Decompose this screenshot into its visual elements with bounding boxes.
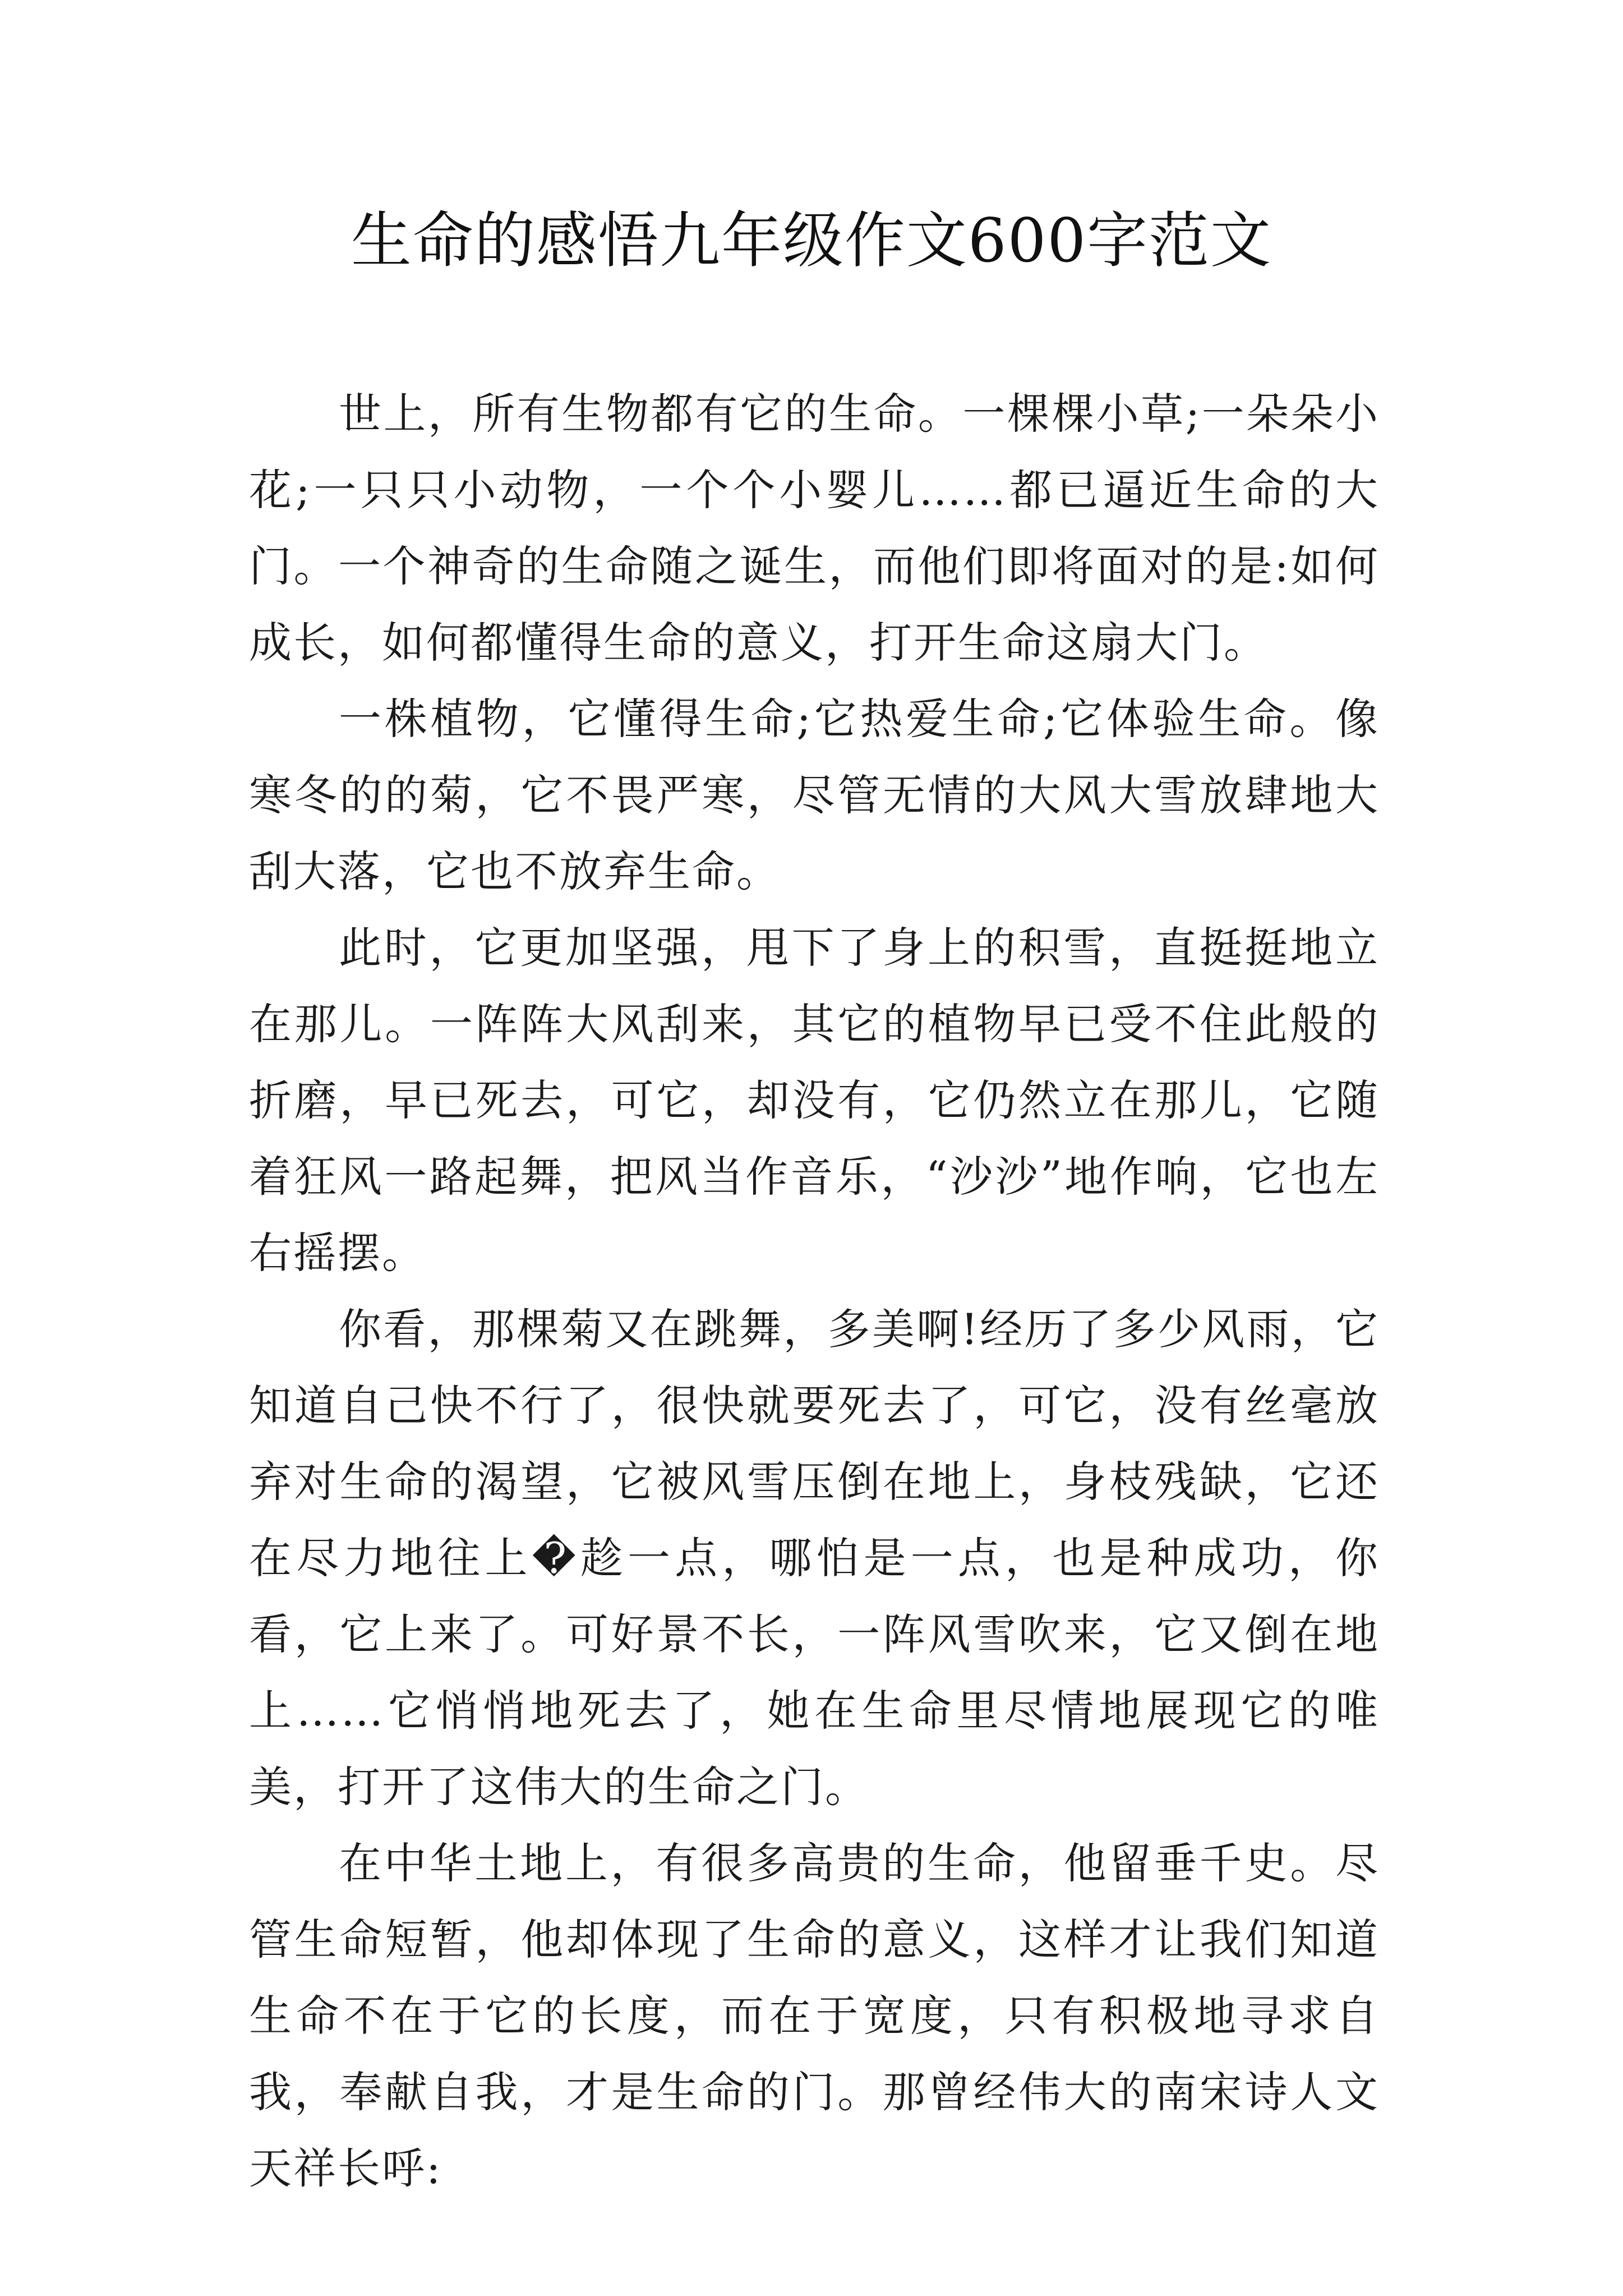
document-title: 生命的感悟九年级作文600字范文 bbox=[351, 206, 1272, 276]
paragraph-4: 你看，那棵菊又在跳舞，多美啊!经历了多少风雨，它知道自己快不行了，很快就要死去了，可它，没有丝毫放弃对生命的渴望，它被风雪压倒在地上，身枝残缺，它还在尽力地往上�趁一点，哪怕是一点，也是种成功，你看，它上来了。可好景不长，一阵风雪吹来，它又倒在地上……它悄悄地死去了，她在生命里尽情地展现它的唯美，打开了这伟大的生命之门。 bbox=[249, 1304, 1380, 1812]
paragraph-3: 此时，它更加坚强，甩下了身上的积雪，直挺挺地立在那儿。一阵阵大风刮来，其它的植物早已受不住此般的折磨，早已死去，可它，却没有，它仍然立在那儿，它随着狂风一路起舞，把风当作音乐，“沙沙”地作响，它也左右摇摆。 bbox=[249, 923, 1380, 1278]
paragraph-5: 在中华土地上，有很多高贵的生命，他留垂千史。尽管生命短暂，他却体现了生命的意义，这样才让我们知道生命不在于它的长度，而在于宽度，只有积极地寻求自我，奉献自我，才是生命的门。那曾经伟大的南宋诗人文天祥长呼: bbox=[249, 1838, 1380, 2193]
paragraph-1: 世上，所有生物都有它的生命。一棵棵小草;一朵朵小花;一只只小动物，一个个小婴儿……都已逼近生命的大门。一个神奇的生命随之诞生，而他们即将面对的是:如何成长，如何都懂得生命的意义，打开生命这扇大门。 bbox=[249, 389, 1380, 668]
paragraph-2: 一株植物，它懂得生命;它热爱生命;它体验生命。像寒冬的的菊，它不畏严寒，尽管无情的大风大雪放肆地大刮大落，它也不放弃生命。 bbox=[249, 694, 1380, 896]
document-body bbox=[249, 376, 1380, 2207]
